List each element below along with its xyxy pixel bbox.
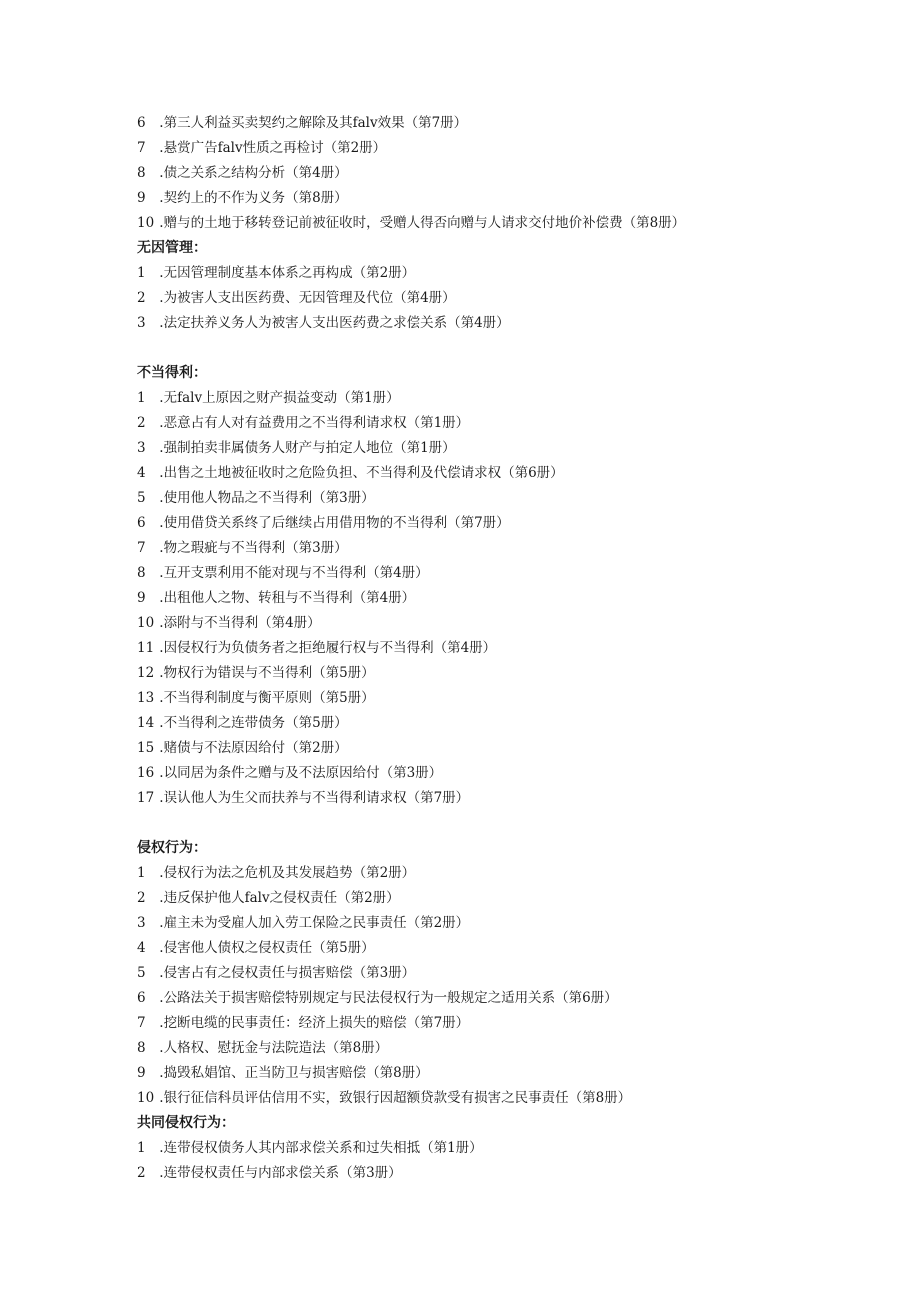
- list-item: [137, 311, 897, 336]
- section-heading: 无因管理：: [137, 240, 207, 256]
- item-text: .物之瑕疵与不当得利（第3册）: [159, 540, 348, 556]
- item-number: 17: [137, 790, 155, 806]
- item-text: .悬赏广告falv性质之再检讨（第2册）: [159, 140, 387, 156]
- item-number: 7: [137, 1015, 146, 1031]
- spacer: [137, 336, 897, 361]
- list-item: [137, 511, 897, 536]
- section-heading: 侵权行为：: [137, 840, 207, 856]
- list-item: [137, 936, 897, 961]
- item-text: .连带侵权责任与内部求偿关系（第3册）: [159, 1165, 402, 1181]
- item-text: .不当得利之连带债务（第5册）: [159, 715, 348, 731]
- item-number: 6: [137, 990, 146, 1006]
- item-number: 5: [137, 490, 146, 506]
- item-text: .以同居为条件之赠与及不法原因给付（第3册）: [159, 765, 443, 781]
- list-block-contracts: [137, 111, 897, 236]
- item-text: .因侵权行为负债务者之拒绝履行权与不当得利（第4册）: [159, 640, 497, 656]
- spacer: [137, 811, 897, 836]
- item-number: 7: [137, 140, 146, 156]
- list-item: [137, 111, 897, 136]
- list-item: [137, 161, 897, 186]
- item-number: 13: [137, 690, 155, 706]
- item-number: 8: [137, 165, 146, 181]
- item-text: .使用借贷关系终了后继续占用借用物的不当得利（第7册）: [159, 515, 510, 531]
- list-item: [137, 761, 897, 786]
- item-text: .赌债与不法原因给付（第2册）: [159, 740, 348, 756]
- item-number: 2: [137, 1165, 146, 1181]
- item-text: .人格权、慰抚金与法院造法（第8册）: [159, 1040, 389, 1056]
- item-number: 11: [137, 640, 155, 656]
- item-number: 2: [137, 890, 146, 906]
- item-text: .连带侵权债务人其内部求偿关系和过失相抵（第1册）: [159, 1140, 483, 1156]
- list-item: [137, 1036, 897, 1061]
- list-item: [137, 1061, 897, 1086]
- list-item: [137, 286, 897, 311]
- item-text: .侵权行为法之危机及其发展趋势（第2册）: [159, 865, 416, 881]
- item-number: 1: [137, 265, 146, 281]
- list-item: [137, 461, 897, 486]
- item-number: 8: [137, 1040, 146, 1056]
- item-number: 10: [137, 215, 155, 231]
- list-item: [137, 1136, 897, 1161]
- item-text: .第三人利益买卖契约之解除及其falv效果（第7册）: [159, 115, 468, 131]
- item-text: .不当得利制度与衡平原则（第5册）: [159, 690, 375, 706]
- list-item: [137, 911, 897, 936]
- item-text: .雇主未为受雇人加入劳工保险之民事责任（第2册）: [159, 915, 470, 931]
- item-number: 10: [137, 1090, 155, 1106]
- item-number: 9: [137, 590, 146, 606]
- item-number: 6: [137, 515, 146, 531]
- item-text: .恶意占有人对有益费用之不当得利请求权（第1册）: [159, 415, 470, 431]
- section-joint-torts: [137, 1111, 897, 1186]
- list-item: [137, 561, 897, 586]
- list-item: [137, 536, 897, 561]
- item-text: .赠与的土地于移转登记前被征收时，受赠人得否向赠与人请求交付地价补偿费（第8册）: [159, 215, 686, 231]
- list-item: [137, 986, 897, 1011]
- item-number: 16: [137, 765, 155, 781]
- list-item: [137, 636, 897, 661]
- item-text: .为被害人支出医药费、无因管理及代位（第4册）: [159, 290, 456, 306]
- item-text: .物权行为错误与不当得利（第5册）: [159, 665, 375, 681]
- item-text: .强制拍卖非属债务人财产与拍定人地位（第1册）: [159, 440, 456, 456]
- item-text: .债之关系之结构分析（第4册）: [159, 165, 348, 181]
- item-number: 4: [137, 465, 146, 481]
- item-number: 6: [137, 115, 146, 131]
- item-number: 10: [137, 615, 155, 631]
- item-text: .使用他人物品之不当得利（第3册）: [159, 490, 375, 506]
- list-item: [137, 261, 897, 286]
- item-text: .添附与不当得利（第4册）: [159, 615, 321, 631]
- item-text: .出租他人之物、转租与不当得利（第4册）: [159, 590, 416, 606]
- item-number: 1: [137, 865, 146, 881]
- list-item: [137, 961, 897, 986]
- section-heading: 不当得利：: [137, 365, 207, 381]
- list-item: [137, 861, 897, 886]
- document-page: [137, 111, 897, 1186]
- list-item: [137, 1011, 897, 1036]
- item-number: 4: [137, 940, 146, 956]
- section-unjust-enrichment: [137, 361, 897, 811]
- item-text: .挖断电缆的民事责任：经济上损失的赔偿（第7册）: [159, 1015, 470, 1031]
- item-text: .无falv上原因之财产损益变动（第1册）: [159, 390, 400, 406]
- list-item: [137, 136, 897, 161]
- item-number: 9: [137, 1065, 146, 1081]
- section-torts: [137, 836, 897, 1111]
- list-item: [137, 786, 897, 811]
- item-text: .契约上的不作为义务（第8册）: [159, 190, 348, 206]
- list-item: [137, 611, 897, 636]
- item-text: .银行征信科员评估信用不实，致银行因超额贷款受有损害之民事责任（第8册）: [159, 1090, 632, 1106]
- item-text: .侵害占有之侵权责任与损害赔偿（第3册）: [159, 965, 416, 981]
- list-item: [137, 486, 897, 511]
- list-item: [137, 886, 897, 911]
- item-text: .无因管理制度基本体系之再构成（第2册）: [159, 265, 416, 281]
- item-text: .捣毁私娼馆、正当防卫与损害赔偿（第8册）: [159, 1065, 429, 1081]
- item-number: 9: [137, 190, 146, 206]
- item-number: 5: [137, 965, 146, 981]
- item-text: .出售之土地被征收时之危险负担、不当得利及代偿请求权（第6册）: [159, 465, 564, 481]
- item-number: 2: [137, 415, 146, 431]
- list-item: [137, 1086, 897, 1111]
- list-item: [137, 411, 897, 436]
- item-number: 1: [137, 390, 146, 406]
- list-item: [137, 661, 897, 686]
- list-item: [137, 186, 897, 211]
- item-number: 14: [137, 715, 155, 731]
- item-number: 3: [137, 440, 146, 456]
- item-number: 3: [137, 915, 146, 931]
- item-text: .侵害他人债权之侵权责任（第5册）: [159, 940, 375, 956]
- item-number: 1: [137, 1140, 146, 1156]
- item-number: 3: [137, 315, 146, 331]
- item-number: 2: [137, 290, 146, 306]
- item-text: .误认他人为生父而扶养与不当得利请求权（第7册）: [159, 790, 470, 806]
- item-number: 8: [137, 565, 146, 581]
- list-item: [137, 211, 897, 236]
- list-item: [137, 711, 897, 736]
- list-item: [137, 736, 897, 761]
- list-item: [137, 686, 897, 711]
- item-number: 12: [137, 665, 155, 681]
- item-text: .违反保护他人falv之侵权责任（第2册）: [159, 890, 400, 906]
- list-item: [137, 1161, 897, 1186]
- list-item: [137, 436, 897, 461]
- list-item: [137, 586, 897, 611]
- item-text: .公路法关于损害赔偿特别规定与民法侵权行为一般规定之适用关系（第6册）: [159, 990, 618, 1006]
- item-number: 15: [137, 740, 155, 756]
- item-number: 7: [137, 540, 146, 556]
- list-item: [137, 386, 897, 411]
- item-text: .互开支票利用不能对现与不当得利（第4册）: [159, 565, 429, 581]
- item-text: .法定扶养义务人为被害人支出医药费之求偿关系（第4册）: [159, 315, 510, 331]
- section-negotiorum-gestio: [137, 236, 897, 336]
- section-heading: 共同侵权行为：: [137, 1115, 235, 1131]
